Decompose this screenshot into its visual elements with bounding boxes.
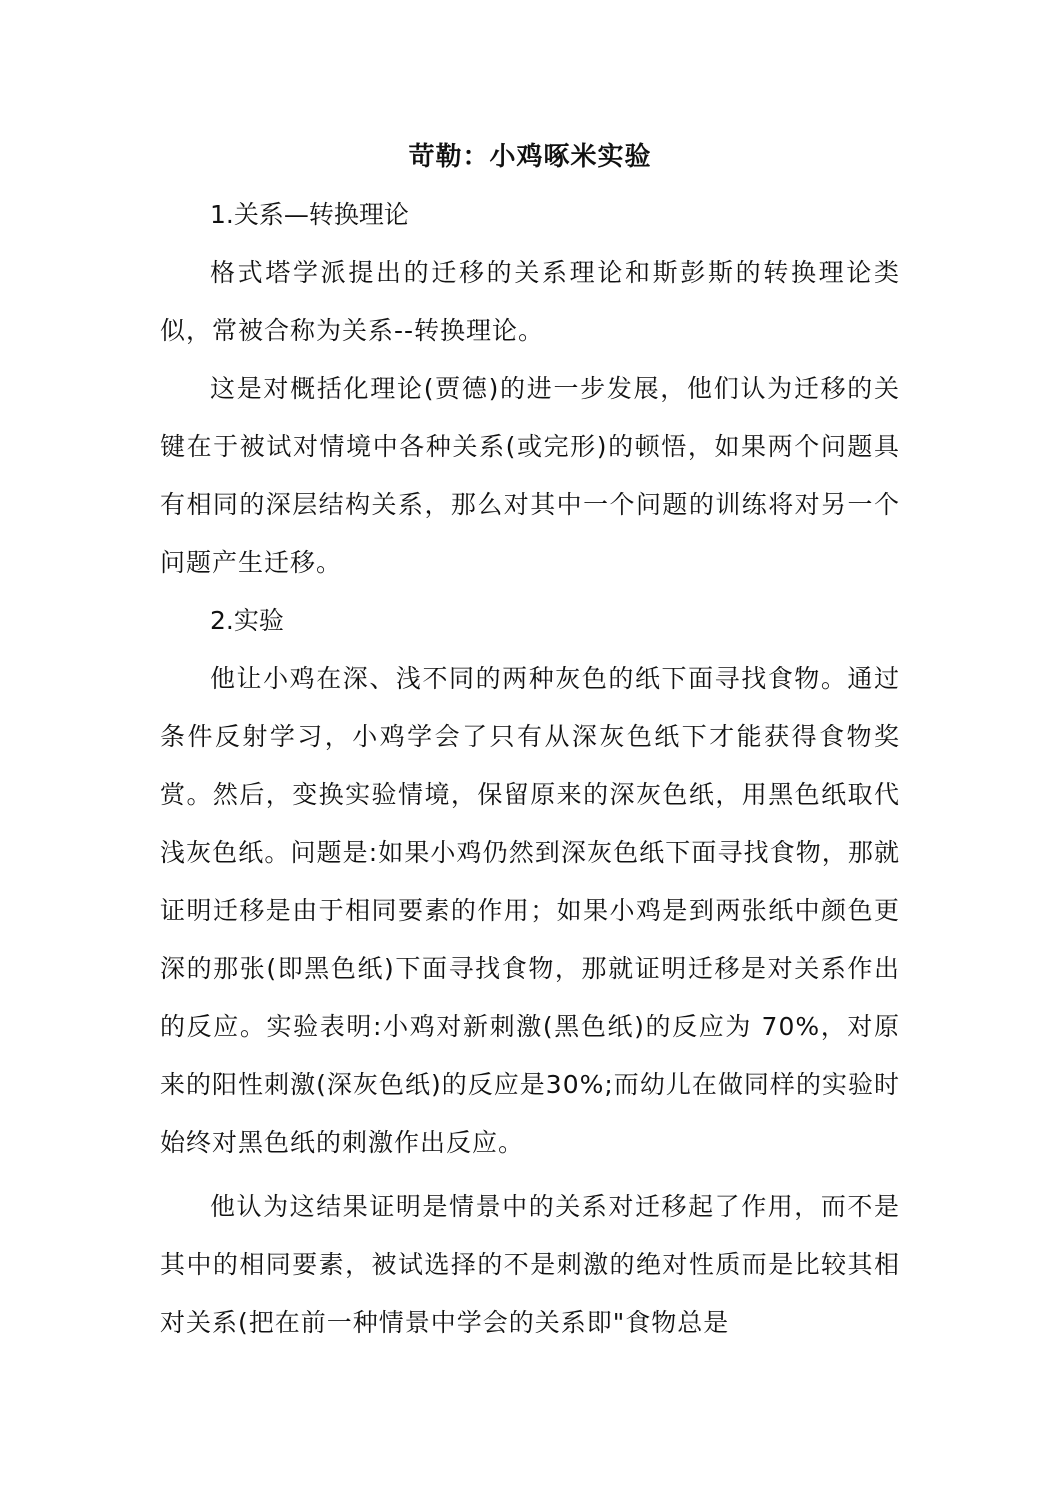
paragraph-conclusion: 他认为这结果证明是情景中的关系对迁移起了作用，而不是其中的相同要素，被试选择的不是刺激的绝对性质而是比较其相对关系(把在前一种情景中学会的关系即"食物总是: [160, 1192, 900, 1337]
section-heading-experiment: 2.实验: [210, 606, 284, 635]
paragraph-theory-detail: 这是对概括化理论(贾德)的进一步发展，他们认为迁移的关键在于被试对情境中各种关系(或完形)的顿悟，如果两个问题具有相同的深层结构关系，那么对其中一个问题的训练将对另一个问题产生迁移。: [160, 374, 900, 577]
section-heading-relation-transposition: 1.关系—转换理论: [210, 200, 409, 229]
document-title: 苛勒：小鸡啄米实验: [408, 142, 652, 172]
paragraph-theory-intro: 格式塔学派提出的迁移的关系理论和斯彭斯的转换理论类似，常被合称为关系--转换理论。: [160, 258, 900, 345]
document-body: [160, 132, 900, 1352]
paragraph-experiment: 他让小鸡在深、浅不同的两种灰色的纸下面寻找食物。通过条件反射学习，小鸡学会了只有从深灰色纸下才能获得食物奖赏。然后，变换实验情境，保留原来的深灰色纸，用黑色纸取代浅灰色纸。问题是:如果小鸡仍然到深灰色纸下面寻找食物，那就证明迁移是由于相同要素的作用；如果小鸡是到两张纸中颜色更深的那张(即黑色纸)下面寻找食物，那就证明迁移是对关系作出的反应。实验表明:小鸡对新刺激(黑色纸)的反应为 70%，对原来的阳性刺激(深灰色纸)的反应是30%;而幼儿在做同样的实验时始终对黑色纸的刺激作出反应。: [160, 664, 900, 1157]
